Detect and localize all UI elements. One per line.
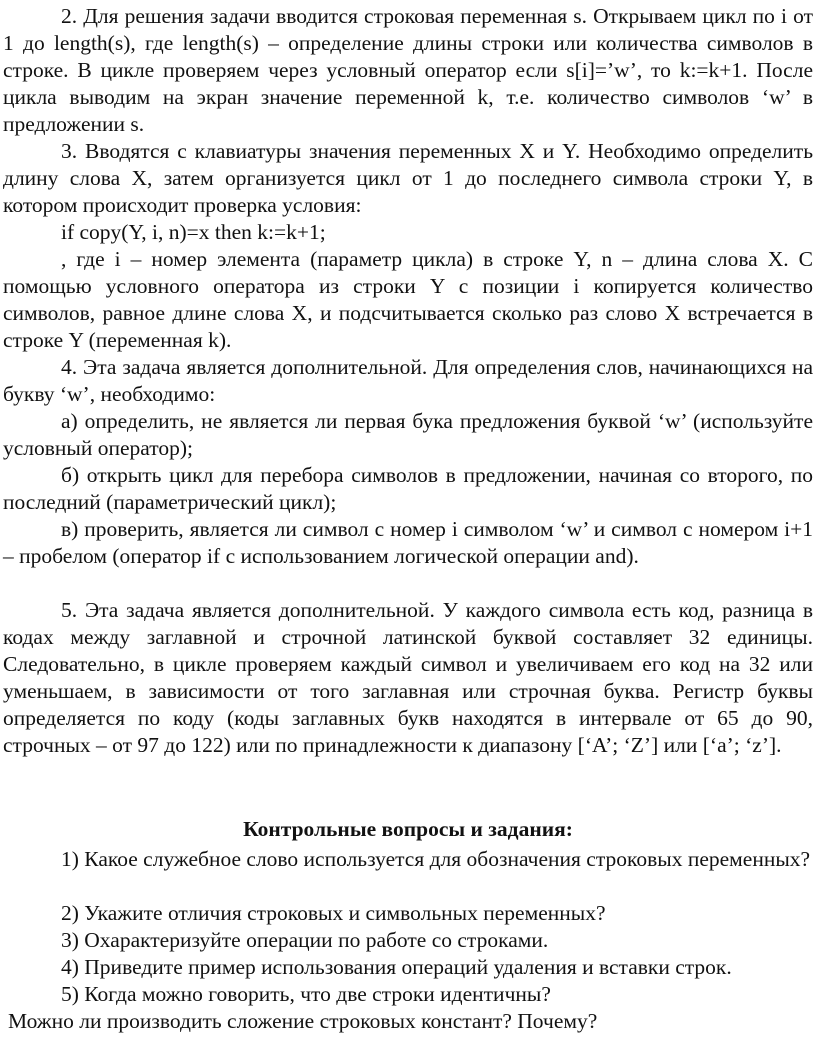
paragraph-task-4-c: в) проверить, является ли символ с номер i символом ‘w’ и символ с номером i+1 – пробелом (оператор if с использованием логической операции and).: [3, 517, 813, 568]
paragraph-task-4: 4. Эта задача является дополнительной. Для определения слов, начинающихся на букву ‘w’, необходимо:: [3, 355, 813, 406]
paragraph-task-2: 2. Для решения задачи вводится строковая переменная s. Открываем цикл по i от 1 до length(s), где length(s) – определение длины строки или количества символов в строке. В цикле проверяем через условный оператор если s[i]=’w’, то k:=k+1. После цикла выводим на экран значение переменной k, т.е. количество символов ‘w’ в предложении s.: [3, 4, 813, 136]
paragraph-task-5: 5. Эта задача является дополнительной. У каждого символа есть код, разница в кодах между заглавной и строчной латинской буквой составляет 32 единицы. Следовательно, в цикле проверяем каждый символ и увеличиваем его код на 32 или уменьшаем, в зависимости от того заглавная или строчная буква. Регистр буквы определяется по коду (коды заглавных букв находятся в интервале от 65 до 90, строчных – от 97 до 122) или по принадлежности к диапазону [‘A’; ‘Z’] или [‘a’; ‘z’].: [3, 598, 813, 757]
paragraph-task-4-a: а) определить, не является ли первая бука предложения буквой ‘w’ (используйте условный оператор);: [3, 409, 813, 460]
paragraph-task-3: 3. Вводятся с клавиатуры значения переменных X и Y. Необходимо определить длину слова X, затем организуется цикл от 1 до последнего символа строки Y, в котором происходит проверка условия:: [3, 139, 813, 217]
paragraph-task-4-b: б) открыть цикл для перебора символов в предложении, начиная со второго, по последний (параметрический цикл);: [3, 463, 813, 514]
question-1: 1) Какое служебное слово используется для обозначения строковых переменных?: [61, 847, 811, 871]
question-4: 4) Приведите пример использования операций удаления и вставки строк.: [61, 955, 732, 979]
paragraph-task-3-explanation: , где i – номер элемента (параметр цикла) в строке Y, n – длина слова X. С помощью условного оператора из строки Y с позиции i копируется количество символов, равное длине слова X, и подсчитывается сколько раз слово X встречается в строке Y (переменная k).: [3, 247, 813, 352]
question-6: Можно ли производить сложение строковых констант? Почему?: [8, 1009, 598, 1033]
code-line: if copy(Y, i, n)=x then k:=k+1;: [61, 220, 326, 244]
section-heading: Контрольные вопросы и задания:: [243, 817, 573, 841]
question-5: 5) Когда можно говорить, что две строки идентичны?: [61, 982, 551, 1006]
question-2: 2) Укажите отличия строковых и символьных переменных?: [61, 901, 606, 925]
question-3: 3) Охарактеризуйте операции по работе со строками.: [61, 928, 549, 952]
